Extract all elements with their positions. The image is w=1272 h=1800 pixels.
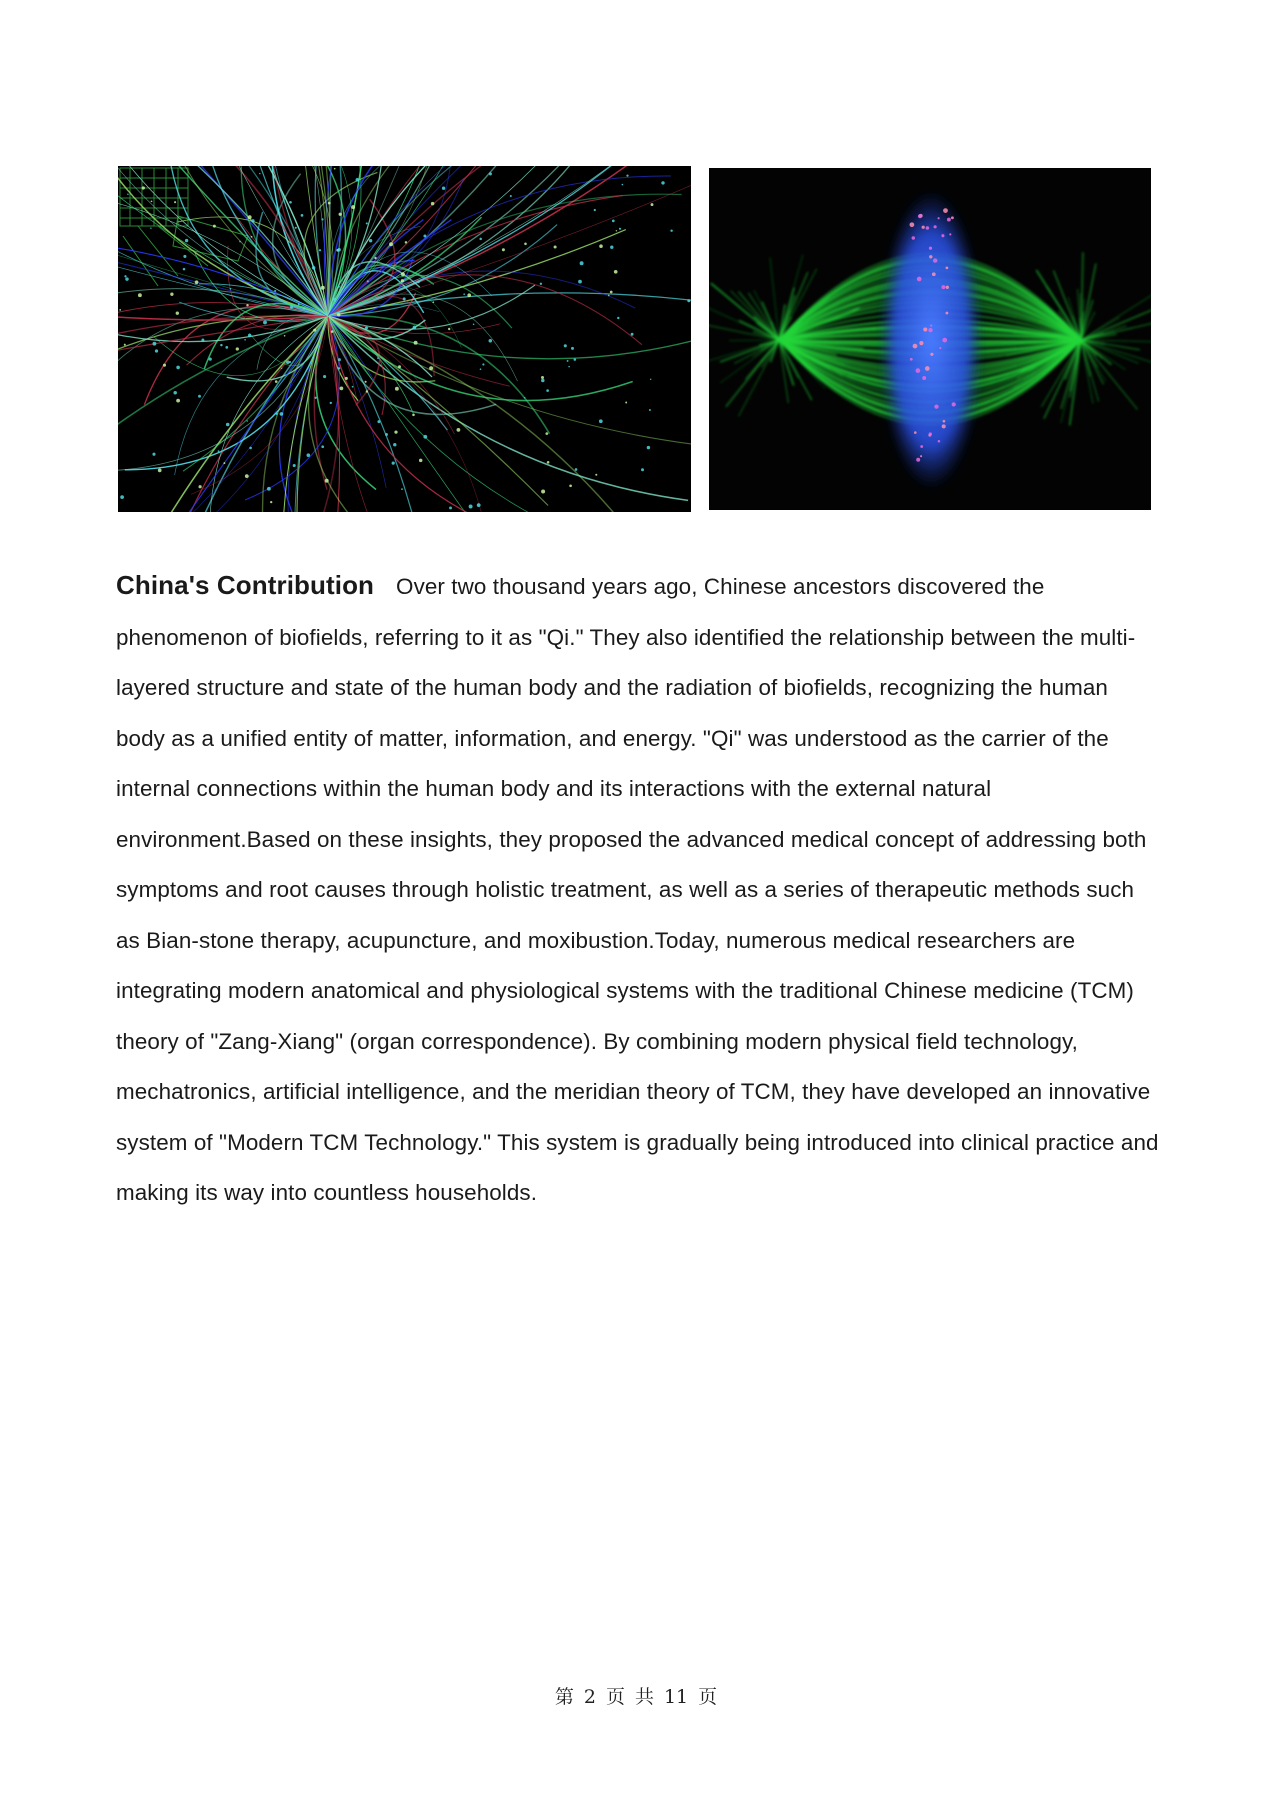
particle-hit <box>541 376 544 379</box>
chromosome-plate <box>879 190 983 490</box>
particle-hit <box>323 375 326 378</box>
particle-hit <box>395 387 399 391</box>
particle-hit <box>610 246 613 249</box>
particle-hit <box>554 245 557 248</box>
particle-hit <box>351 205 355 209</box>
kinetochore-dot <box>946 286 949 289</box>
particle-hit <box>524 397 526 399</box>
kinetochore-dot <box>930 325 932 327</box>
particle-hit <box>599 244 603 248</box>
particle-hit <box>365 326 368 329</box>
particle-hit <box>502 248 505 251</box>
particle-hit <box>545 432 548 435</box>
particle-hit <box>469 505 473 509</box>
kinetochore-dot <box>913 344 918 349</box>
particle-hit <box>198 485 201 488</box>
particle-hit <box>220 344 222 346</box>
kinetochore-dot <box>929 432 932 435</box>
particle-hit <box>289 201 292 204</box>
particle-hit <box>155 349 158 352</box>
footer-page-unit: 页 <box>605 1686 625 1708</box>
particle-hit <box>213 225 216 228</box>
particle-hit <box>419 459 423 463</box>
particle-hit <box>298 303 300 305</box>
particle-hit <box>377 357 379 359</box>
particle-hit <box>547 461 550 464</box>
kinetochore-dot <box>942 424 946 428</box>
kinetochore-dot <box>947 218 951 222</box>
section-title: China's Contribution <box>116 570 375 600</box>
particle-hit <box>267 487 271 491</box>
particle-hit <box>338 286 340 288</box>
particle-hit <box>125 277 128 280</box>
kinetochore-dot <box>952 402 956 406</box>
particle-hit <box>489 339 493 343</box>
particle-hit <box>568 366 570 368</box>
particle-hit <box>374 257 376 259</box>
particle-hit <box>209 357 212 360</box>
kinetochore-dot <box>928 328 932 332</box>
particle-hit <box>423 435 427 439</box>
kinetochore-dot <box>929 247 932 250</box>
particle-hit <box>251 236 253 238</box>
particle-hit <box>571 347 574 350</box>
particle-hit <box>303 307 306 310</box>
particle-hit <box>650 379 651 380</box>
particle-hit <box>413 326 417 330</box>
particle-hit <box>195 280 199 284</box>
particle-hit <box>608 295 610 297</box>
particle-hit <box>377 420 380 423</box>
particle-hit <box>124 344 126 346</box>
particle-hit <box>226 423 230 427</box>
particle-hit <box>127 194 128 196</box>
particle-hit <box>442 187 445 190</box>
particle-hit <box>647 446 650 449</box>
particle-hit <box>414 341 418 345</box>
particle-hit <box>314 397 316 399</box>
particle-hit <box>401 279 404 282</box>
kinetochore-dot <box>945 312 948 315</box>
particle-hit <box>541 490 545 494</box>
particle-hit <box>578 280 582 284</box>
particle-hit <box>138 293 142 297</box>
particle-hit <box>385 433 388 436</box>
particle-hit <box>170 293 173 296</box>
kinetochore-dot <box>914 431 917 434</box>
particle-hit <box>477 503 481 507</box>
particle-hit <box>398 365 401 368</box>
particle-hit <box>622 184 624 186</box>
particle-hit <box>249 447 252 450</box>
particle-hit <box>546 389 549 392</box>
particle-hit <box>616 230 617 231</box>
particle-hit <box>246 304 248 306</box>
kinetochore-dot <box>932 272 936 276</box>
footer-total-pages: 11 <box>663 1686 689 1708</box>
particle-hit <box>617 317 619 319</box>
kinetochore-dot <box>937 217 939 219</box>
particle-hit <box>321 218 323 220</box>
particle-hit <box>649 409 651 411</box>
particle-hit <box>185 239 188 242</box>
particle-hit <box>293 464 296 467</box>
kinetochore-dot <box>917 277 922 282</box>
particle-hit <box>429 366 433 370</box>
particle-hit <box>330 402 332 404</box>
particle-hit <box>286 360 290 364</box>
kinetochore-dot <box>925 366 930 371</box>
particle-hit <box>338 358 341 361</box>
page-number-footer <box>0 1682 1272 1709</box>
particle-hit <box>449 506 452 509</box>
particle-hit <box>176 399 180 403</box>
particle-hit <box>246 420 247 421</box>
particle-hit <box>467 293 471 297</box>
particle-hit <box>244 339 246 341</box>
particle-hit <box>367 280 369 282</box>
particle-hit <box>328 202 331 205</box>
particle-hit <box>120 495 124 499</box>
particle-hit <box>183 268 186 271</box>
particle-hit <box>307 453 311 457</box>
particle-hit <box>599 419 603 423</box>
footer-total-prefix: 共 <box>634 1686 654 1708</box>
particle-hit <box>393 443 396 446</box>
particle-hit <box>457 428 461 432</box>
particle-hit <box>337 248 341 252</box>
article-paragraph: Over two thousand years ago, Chinese ancestors discovered the phenomenon of biofields, referring to it as "Qi." They also identified the relationship between the multi-layered structure and state of the human body and the radiation of biofields, recognizing the human body as a unified entity of matter, information, and energy. "Qi" was understood as the carrier of the internal connections within the human body and its interactions with the external natural environment.Based on these insights, they proposed the advanced medical concept of addressing both symptoms and root causes through holistic treatment, as well as a series of therapeutic methods such as Bian-stone therapy, acupuncture, and moxibustion.Today, numerous medical researchers are integrating modern anatomical and physiological systems with the traditional Chinese medicine (TCM) theory of "Zang-Xiang" (organ correspondence). By combining modern physical field technology, mechatronics, artificial intelligence, and the meridian theory of TCM, they have developed an innovative system of "Modern TCM Technology." This system is gradually being introduced into clinical practice and making its way into countless households. <box>116 574 1159 1205</box>
mitotic-spindle-image <box>709 168 1151 510</box>
particle-hit <box>338 367 340 369</box>
kinetochore-dot <box>922 376 926 380</box>
particle-hit <box>276 413 278 415</box>
mitotic-spindle-graphic <box>709 168 1151 510</box>
particle-hit <box>275 380 278 383</box>
particle-hit <box>369 239 372 242</box>
particle-hit <box>541 379 545 383</box>
particle-hit <box>345 377 348 380</box>
particle-hit <box>356 178 360 182</box>
particle-hit <box>431 202 435 206</box>
particle-hit <box>423 235 426 238</box>
particle-hit <box>333 298 336 301</box>
particle-hit <box>248 215 252 219</box>
particle-hit <box>575 468 578 471</box>
particle-hit <box>480 368 482 370</box>
particle-hit <box>313 329 316 332</box>
particle-hit <box>183 255 186 258</box>
particle-hit <box>651 203 654 206</box>
particle-hit <box>337 313 340 316</box>
kinetochore-dot <box>916 458 920 462</box>
footer-current-page: 2 <box>583 1686 596 1708</box>
particle-hit <box>339 213 342 216</box>
particle-hit <box>403 297 406 300</box>
particle-hit <box>321 286 325 290</box>
particle-hit <box>251 219 254 222</box>
particle-hit <box>295 227 297 229</box>
kinetochore-dot <box>943 208 948 213</box>
particle-hit <box>479 238 482 241</box>
particle-hit <box>625 402 627 404</box>
particle-hit <box>152 453 155 456</box>
particle-hit <box>463 293 465 295</box>
kinetochore-dot <box>920 455 922 457</box>
particle-hit <box>331 330 334 333</box>
particle-hit <box>352 386 354 388</box>
particle-hit <box>333 321 335 323</box>
particle-hit <box>580 261 584 265</box>
kinetochore-dot <box>916 368 921 373</box>
particle-hit <box>151 200 153 202</box>
kinetochore-dot <box>930 353 933 356</box>
particle-hit <box>670 229 672 231</box>
particle-hit <box>119 309 121 311</box>
kinetochore-dot <box>934 225 937 228</box>
particle-hit <box>173 391 176 394</box>
particle-hit <box>198 395 201 398</box>
particle-hit <box>340 387 344 391</box>
figure-row <box>118 166 1152 512</box>
particle-hit <box>301 214 304 217</box>
particle-hit <box>432 301 434 303</box>
particle-hit <box>248 334 251 337</box>
particle-hit <box>225 346 228 349</box>
footer-total-unit: 页 <box>698 1686 718 1708</box>
particle-hit <box>319 249 321 251</box>
particle-hit <box>573 358 576 361</box>
particle-hit <box>489 172 492 175</box>
particle-hit <box>230 288 232 290</box>
particle-hit <box>389 242 393 246</box>
particle-hit <box>569 484 572 487</box>
article-body <box>116 560 1161 1219</box>
particle-hit <box>473 324 475 326</box>
particle-hit <box>595 474 597 476</box>
particle-hit <box>263 320 267 324</box>
particle-hit <box>142 186 145 189</box>
kinetochore-dot <box>910 358 913 361</box>
particle-tracks-graphic <box>118 166 691 512</box>
particle-hit <box>280 412 284 416</box>
particle-hit <box>158 469 162 473</box>
particle-hit <box>394 430 397 433</box>
particle-hit <box>259 173 260 174</box>
kinetochore-dot <box>949 233 951 235</box>
particle-hit <box>327 315 329 317</box>
particle-hit <box>614 270 618 274</box>
particle-hit <box>524 243 527 246</box>
kinetochore-dot <box>910 222 915 227</box>
particle-hit <box>510 195 512 197</box>
particle-hit <box>218 450 220 452</box>
particle-hit <box>366 390 368 392</box>
particle-hit <box>124 275 126 277</box>
particle-hit <box>448 328 450 330</box>
particle-hit <box>641 468 644 471</box>
particle-hit <box>284 335 286 337</box>
particle-hit <box>392 461 395 464</box>
particle-hit <box>401 272 405 276</box>
kinetochore-dot <box>929 255 932 258</box>
particle-hit <box>274 290 276 292</box>
particle-hit <box>687 299 690 302</box>
kinetochore-dot <box>941 234 944 237</box>
particle-hit <box>174 201 176 203</box>
particle-hit <box>626 174 628 176</box>
particle-hit <box>290 306 293 309</box>
kinetochore-dot <box>941 285 945 289</box>
kinetochore-dot <box>918 214 922 218</box>
particle-hit <box>401 488 403 490</box>
particle-hit <box>201 339 204 342</box>
particle-hit <box>321 445 324 448</box>
particle-hit <box>417 281 419 283</box>
particle-hit <box>631 333 634 336</box>
particle-hit <box>540 283 542 285</box>
kinetochore-dot <box>934 404 938 408</box>
particle-hit <box>176 366 180 370</box>
kinetochore-dot <box>946 267 949 270</box>
particle-hit <box>405 241 407 243</box>
particle-hit <box>270 501 272 503</box>
particle-hit <box>612 220 615 223</box>
kinetochore-dot <box>951 216 954 219</box>
kinetochore-dot <box>923 327 927 331</box>
kinetochore-dot <box>939 347 941 349</box>
kinetochore-dot <box>942 338 947 343</box>
kinetochore-dot <box>919 341 923 345</box>
kinetochore-dot <box>920 445 923 448</box>
kinetochore-dot <box>926 226 929 229</box>
particle-hit <box>334 168 336 170</box>
particle-hit <box>236 347 239 350</box>
particle-hit <box>366 222 368 224</box>
kinetochore-dot <box>922 226 925 229</box>
particle-hit <box>482 363 484 365</box>
particle-hit <box>325 479 329 483</box>
particle-hit <box>223 462 225 464</box>
particle-hit <box>176 312 179 315</box>
particle-hit <box>661 181 664 184</box>
kinetochore-dot <box>933 258 937 262</box>
particle-hit <box>150 227 151 228</box>
particle-hit <box>245 474 249 478</box>
particle-hit <box>610 291 613 294</box>
particle-hit <box>239 241 241 243</box>
footer-prefix: 第 <box>554 1686 574 1708</box>
particle-tracks-image <box>118 166 691 512</box>
particle-hit <box>312 266 316 270</box>
kinetochore-dot <box>938 440 941 443</box>
particle-hit <box>365 381 367 383</box>
particle-hit <box>163 364 166 367</box>
particle-hit <box>564 344 567 347</box>
particle-hit <box>567 360 569 362</box>
particle-hit <box>619 228 621 230</box>
particle-hit <box>281 368 282 369</box>
particle-hit <box>412 414 415 417</box>
kinetochore-dot <box>943 420 946 423</box>
kinetochore-dot <box>912 236 915 239</box>
particle-hit <box>152 342 156 346</box>
particle-hit <box>594 209 596 211</box>
